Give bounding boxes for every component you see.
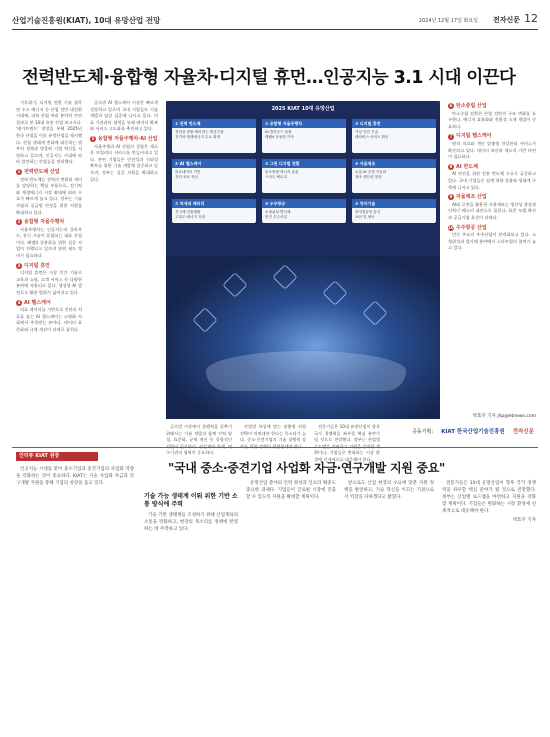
infographic-card bbox=[352, 159, 436, 193]
card-body: 전고체·리튬메탈 고밀도 에너지 저장 bbox=[175, 210, 206, 219]
infographic-card bbox=[352, 119, 436, 153]
section-heading bbox=[16, 169, 82, 176]
headline: 전력반도체·융합형 자율차·디지털 휴먼…인공지능 3.1 시대 이끈다 bbox=[22, 68, 516, 88]
card-body: 로봇·AI 공정 자동화 제조 생산성 향상 bbox=[355, 170, 387, 179]
card-heading: ③ 디지털 휴먼 bbox=[352, 119, 436, 128]
section-heading bbox=[448, 194, 536, 201]
section-title: 우주항공 산업 bbox=[456, 224, 487, 231]
card-body: 양자컴퓨팅·통신 보안 및 센서 bbox=[355, 210, 381, 219]
section-title: 융합형 자율주행차 bbox=[24, 219, 65, 226]
card-heading: ⑨ 양자기술 bbox=[352, 199, 436, 208]
column-5-text: 전문가들은 10대 유망산업이 향후 국가 경쟁력을 좌우할 핵심 분야가 될 것으로 전망했다. 정부는 산업별 로드맵을 마련하고 지원을 강화할 계획이다. 기업들은 변화하는 시장 환경에 선제적으로 대응해야 한다. bbox=[314, 424, 381, 462]
section-body: AI 연산을 위한 전용 반도체 수요가 급증하고 있다. 국내 기업들은 설계 역량 강화와 생태계 구축에 나서고 있다. bbox=[448, 171, 536, 190]
section-heading bbox=[448, 225, 536, 232]
hexagon-shape bbox=[322, 280, 347, 305]
card-heading: ① 전력 반도체 bbox=[172, 119, 256, 128]
article-column-4 bbox=[240, 424, 307, 449]
publish-date: 2024년 12월 17일 화요일 bbox=[418, 18, 478, 24]
interview-text-1: 인공지능 시대를 맞아 중소기업과 중견기업의 사업화 역량을 강화하는 것이 중요하다. KIAT는 기술 사업화 자금과 연구개발 지원을 통해 기업의 성장을 돕고 있다. bbox=[16, 467, 134, 486]
article-column-5 bbox=[314, 424, 381, 462]
section-title: AI 헬스케어 bbox=[24, 299, 51, 306]
section-heading bbox=[16, 263, 82, 270]
card-heading: ④ AI 헬스케어 bbox=[172, 159, 256, 168]
card-body: 의료데이터 기반 진단·치료 혁신 bbox=[175, 170, 201, 179]
card-body: 전력을 변환·제어하는 핵심부품 전기차·재생에너지 수요 확대 bbox=[175, 130, 224, 139]
section-number-badge: 4 bbox=[17, 299, 21, 305]
column-2-sections bbox=[90, 136, 158, 183]
section-title: 자율제조 산업 bbox=[456, 194, 487, 201]
section-divider bbox=[12, 447, 538, 448]
section-number-badge: 6 bbox=[449, 103, 453, 109]
interview-column-4 bbox=[344, 480, 434, 728]
hand-shape bbox=[206, 351, 406, 391]
section-number-badge: 9 bbox=[449, 194, 453, 200]
section-title: 탄소중립 산업 bbox=[456, 103, 487, 109]
card-heading: ⑧ 우주항공 bbox=[262, 199, 346, 208]
section-body: 의료 데이터를 기반으로 진단과 치료를 돕는 AI 헬스케어는 고령화 사회에서 주목받는 분야다. 데이터 표준화와 규제 개선이 과제로 꼽힌다. bbox=[16, 307, 82, 332]
kiat-logo: KIAT 한국산업기술진흥원 bbox=[441, 429, 505, 435]
infographic-card bbox=[172, 119, 256, 153]
section-body: 원격 의료와 개인 맞춤형 건강관리 서비스가 확산되고 있다. 데이터 보안과 제도적 기반 마련이 필요하다. bbox=[448, 140, 536, 160]
interview-text-3: 유망산업 분야의 인력 양성과 인프라 확충도 중요한 과제다. 기업들이 글로벌 시장에 진출할 수 있도록 지원을 확대할 계획이다. bbox=[246, 481, 336, 500]
card-heading: ⑤ 그린 디지털 전환 bbox=[262, 159, 346, 168]
article-column-right bbox=[448, 100, 536, 410]
column-4-text: 산업별 특성에 맞는 맞춤형 지원 전략이 마련돼야 한다는 목소리가 높다. 중소·중견기업의 기술 경쟁력 강화를 위한 정책이 뒷받침돼야 한다. bbox=[240, 424, 307, 449]
infographic-title: 2025 KIAT 10대 유망산업 bbox=[271, 106, 335, 112]
section-title: 산업기술진흥원(KIAT), 10대 유망산업 전망 bbox=[12, 16, 161, 25]
section-number-badge: 5 bbox=[91, 136, 95, 142]
interview-column-5 bbox=[442, 480, 536, 728]
card-body: 가상 인간 기술 메타버스·서비스 확산 bbox=[355, 130, 389, 139]
right-column-sections-b bbox=[448, 164, 536, 252]
column-2-text: 글로벌 AI 헬스케어 시장은 빠르게 성장하고 있으며 국내 기업들도 기술 개발과 임상 검증에 나서고 있다. 의료 기관과의 협력을 통해 데이터 확보와 서비스 고도화를 추진하고 있다. bbox=[90, 100, 158, 132]
infographic-card bbox=[262, 159, 346, 193]
section-number-badge: 8 bbox=[449, 164, 453, 170]
section-number-badge: 3 bbox=[17, 262, 21, 268]
infographic-card bbox=[172, 159, 256, 193]
hexagon-shape bbox=[192, 307, 217, 332]
interview-text-5: 전문가들은 10대 유망산업이 향후 국가 경쟁력을 좌우할 핵심 분야가 될 것으로 전망했다. 정부는 산업별 로드맵을 마련하고 지원을 강화할 계획이다. 기업들은 변화하는 시장 환경에 선제적으로 대응해야 한다. bbox=[442, 481, 536, 514]
cosponsor-label: 공동기획: bbox=[412, 428, 434, 435]
section-title: 디지털 헬스케어 bbox=[456, 133, 492, 140]
right-column-sections-a bbox=[448, 103, 536, 161]
interview-title: "국내 중소·중견기업 사업화 자금·연구개발 지원 중요" bbox=[168, 461, 445, 475]
article-column-3 bbox=[166, 424, 232, 456]
hexagon-shape bbox=[222, 272, 247, 297]
sponsor-logos bbox=[380, 424, 534, 438]
section-body: 자율주행차는 인공지능과 클라우드, 통신 기술이 융합되는 대표 산업이다. 레벨4 상용화를 위한 실증 사업이 진행되고 있으며 관련 제도 정비가 필요하다. bbox=[16, 226, 82, 259]
section-title: AI 반도체 bbox=[456, 163, 478, 170]
card-heading: ② 융합형 자율주행차 bbox=[262, 119, 346, 128]
card-heading: ⑥ 자율제조 bbox=[352, 159, 436, 168]
section-number-badge: 7 bbox=[449, 133, 453, 139]
etnews-logo: 전자신문 bbox=[512, 429, 534, 435]
section-body: 디지털 휴먼은 가상 인간 기술로 교육과 쇼핑, 고객 서비스 등 다양한 분야에 적용되고 있다. 생성형 AI 발전으로 활용 범위가 넓어지고 있다. bbox=[16, 270, 82, 296]
interview-byline: 박효주 기자 bbox=[512, 518, 536, 523]
infographic-card bbox=[262, 199, 346, 223]
section-heading bbox=[90, 136, 158, 143]
card-heading: ⑦ 차세대 배터리 bbox=[172, 199, 256, 208]
infographic-card bbox=[352, 199, 436, 223]
section-number-badge: 10 bbox=[448, 224, 454, 230]
lede-text: 기후위기, 디지털 전환 기술 접목 및 수소 에너지 등 산업 전반 대전환 시대에, 과학 산업 여러 분야의 진단 결과로 본 10대 유망 산업 보고서다. '메가트렌드' 전망을 통해 2025년 한국 산업을 이끌 유망산업을 제시했다. 산업 생태계 변화에 대응하는 범부처 정책과 맞물려 기업 혁신을 지원하고 있으며, 인공지능 시대에 따라 발전하는 산업들을 정리했다. bbox=[16, 100, 83, 165]
section-body: 전력 반도체는 전력의 변환과 제어를 담당하는 핵심 부품으로, 전기차와 재생에너지 시장 확대에 따라 수요가 빠르게 늘고 있다. 정부는 기술 자립과 공급망 안정을 위한 지원을 확대하고 있다. bbox=[16, 176, 82, 215]
section-title: 디지털 휴먼 bbox=[24, 262, 50, 269]
section-heading bbox=[16, 300, 82, 307]
article-column-2 bbox=[90, 100, 158, 440]
page-number: 12 bbox=[524, 12, 538, 25]
section-number-badge: 2 bbox=[17, 219, 21, 225]
column-3-text: 글로벌 시장에서 경쟁력을 갖추기 위해서는 기술 개발과 함께 인력 양성, 표준화, 규제 개선 등 종합적인 지원이 필요하다. 산업계와 학계, 연구기관의 협력이 중요하다. bbox=[166, 424, 232, 456]
article-column-1 bbox=[16, 100, 82, 440]
section-heading bbox=[448, 103, 536, 110]
card-body: 탄소중립·에너지 효율 스마트 팩토리 bbox=[265, 170, 299, 179]
illustration-image bbox=[166, 256, 440, 419]
section-heading bbox=[16, 219, 82, 226]
section-heading bbox=[448, 164, 536, 171]
interview-text-2: 기술 기반 생태계를 조성하기 위해 산업계와의 소통을 강화하고, 현장의 목소리를 정책에 반영하는 데 주력하고 있다. bbox=[144, 513, 238, 532]
section-body: 탄소중립 전환은 산업 전반의 구조 변화를 요구한다. 에너지 효율화와 친환경 소재 개발이 중요하다. bbox=[448, 110, 536, 129]
infographic-card bbox=[172, 199, 256, 223]
section-title: 전력반도체 산업 bbox=[24, 168, 60, 175]
card-body: 소형위성·발사체 민간 우주산업 bbox=[265, 210, 291, 219]
interview-column-1 bbox=[16, 466, 134, 728]
section-body: 민간 주도의 우주산업이 본격화되고 있다. 소형위성과 발사체 분야에서 스타트업의 참여가 늘고 있다. bbox=[448, 232, 536, 251]
section-number-badge: 1 bbox=[17, 169, 21, 175]
column-1-sections bbox=[16, 169, 82, 334]
infographic-card bbox=[262, 119, 346, 153]
page-header bbox=[12, 14, 538, 30]
hexagon-shape bbox=[362, 300, 387, 325]
newspaper-name: 전자신문 bbox=[492, 16, 520, 24]
hexagon-shape bbox=[272, 264, 297, 289]
section-body: AI와 로봇을 활용한 자율제조는 생산성 향상과 인력난 해소의 대안으로 꼽힌다. 표준 모델 확산과 공급기업 육성이 과제다. bbox=[448, 201, 536, 220]
section-body: 자율주행과 AI 산업의 결합은 새로운 모빌리티 서비스를 만들어내고 있다. 관련 기업들은 안전성과 신뢰성 확보를 위한 기술 개발에 집중하고 있으며, 정부는 실증 지원을 확대하고 있다. bbox=[90, 143, 158, 182]
interview-text-4: 앞으로도 산업 현장의 수요에 맞춘 지원 정책을 발굴하고, 기술 혁신을 이끄는 기관으로서 역할을 다하겠다고 밝혔다. bbox=[344, 481, 434, 500]
interview-column-2 bbox=[144, 512, 238, 728]
interview-subhead: 기술 가능 생태계 이뤄 위한 기반 소통 방식에 주력 bbox=[144, 493, 238, 508]
section-heading bbox=[448, 133, 536, 140]
interview-label: 인터뷰 KIAT 원장 bbox=[16, 452, 98, 461]
byline: 박효주 기자 jhp@etnews.com bbox=[472, 414, 536, 419]
card-body: AI·클라우드 융합 레벨4 상용화 가속 bbox=[265, 130, 294, 139]
interview-column-3 bbox=[246, 480, 336, 728]
section-title: 융합형 자율주행차·AI 산업 bbox=[98, 135, 158, 142]
